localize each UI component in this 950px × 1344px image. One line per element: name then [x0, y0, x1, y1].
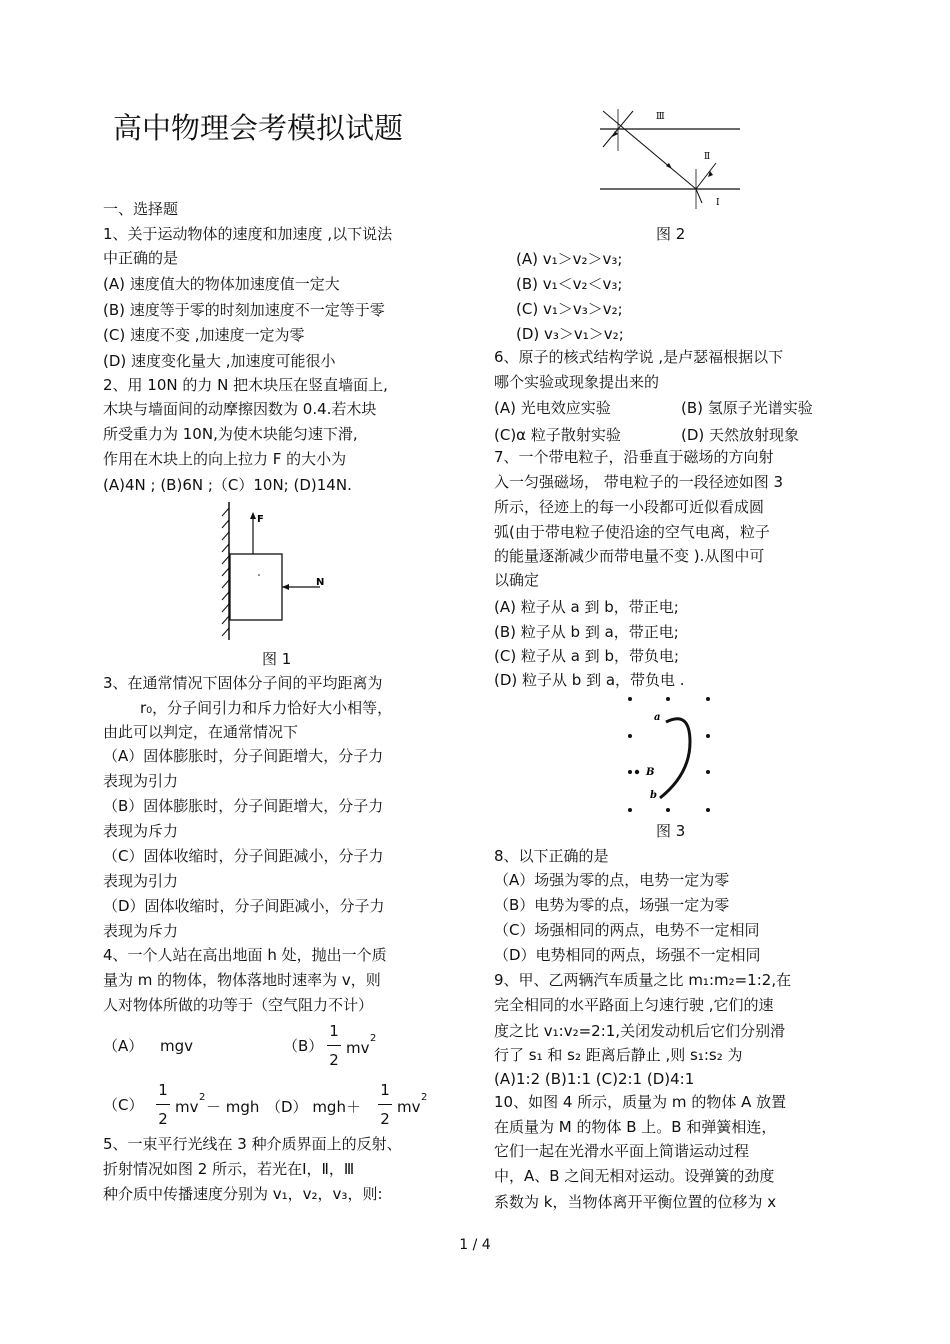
superscript: 2	[199, 1092, 206, 1103]
figure-3-caption: 图 3	[656, 822, 686, 840]
fig3-label-b: b	[650, 790, 657, 801]
q7-line: 以确定	[494, 571, 540, 589]
q7-line: 7、一个带电粒子，沿垂直于磁场的方向射	[494, 448, 774, 466]
figure-1-wall-block	[215, 500, 335, 645]
figure-2-light-rays	[598, 103, 743, 218]
q5-line: 种介质中传播速度分别为 v₁，v₂，v₃，则:	[103, 1185, 383, 1203]
q9-options: (A)1:2 (B)1:1 (C)2:1 (D)4:1	[494, 1070, 695, 1088]
figure-3-magnetic-field-track	[620, 692, 720, 817]
q3-option: 表现为斥力	[103, 922, 179, 940]
q2-line: 作用在木块上的向上拉力 F 的大小为	[103, 450, 347, 468]
q1-option: (C) 速度不变 ,加速度一定为零	[103, 326, 305, 344]
q10-line: 它们一起在光滑水平面上简谐运动过程	[494, 1142, 750, 1160]
q4-option-c-text: mv	[175, 1098, 199, 1116]
q7-line: 入一匀强磁场， 带电粒子的一段径迹如图 3	[494, 473, 784, 491]
fraction-numerator: 1	[158, 1081, 168, 1099]
q1-line: 1、关于运动物体的速度和加速度 ,以下说法	[103, 225, 393, 243]
q7-option: (A) 粒子从 a 到 b，带正电;	[494, 598, 679, 616]
q8-option: （D）电势相同的两点，场强不一定相同	[494, 946, 761, 964]
q9-line: 行了 s₁ 和 s₂ 距离后静止 ,则 s₁:s₂ 为	[494, 1046, 743, 1064]
q7-option: (C) 粒子从 a 到 b，带负电;	[494, 647, 680, 665]
q3-option: （C）固体收缩时，分子间距减小，分子力	[103, 847, 384, 865]
q4-option-b-label: （B）	[283, 1037, 324, 1055]
figure-2-caption: 图 2	[656, 225, 686, 243]
q4-line: 4、一个人站在高出地面 h 处，抛出一个质	[103, 946, 387, 964]
q4-option-c-label: （C）	[103, 1096, 144, 1114]
superscript: 2	[370, 1033, 377, 1044]
fraction-bar	[156, 1104, 170, 1105]
q5-option: (B) v₁＜v₂＜v₃;	[516, 275, 623, 293]
q6-option: (B) 氢原子光谱实验	[681, 399, 813, 417]
q9-line: 完全相同的水平路面上匀速行驶 ,它们的速	[494, 996, 774, 1014]
q4-line: 人对物体所做的功等于（空气阻力不计）	[103, 996, 374, 1014]
fig2-label-i: Ⅰ	[716, 198, 720, 208]
q10-line: 在质量为 M 的物体 B 上。B 和弹簧相连，	[494, 1118, 777, 1136]
q3-option: 表现为斥力	[103, 822, 179, 840]
fraction-denominator: 2	[380, 1110, 390, 1128]
q7-line: 所示，径迹上的每一小段都可近似看成圆	[494, 498, 765, 516]
q7-line: 的能量逐渐减少而带电量不变 ).从图中可	[494, 547, 765, 565]
q7-option: (B) 粒子从 b 到 a，带正电;	[494, 623, 679, 641]
q4-option-d-label: （D） mgh＋	[266, 1098, 361, 1116]
q6-option: (C)α 粒子散射实验	[494, 426, 621, 444]
q2-line: 木块与墙面间的动摩擦因数为 0.4.若木块	[103, 400, 377, 418]
fraction-bar	[378, 1104, 392, 1105]
q4-option-c-minus: － mgh	[206, 1098, 260, 1116]
q3-option: （A）固体膨胀时，分子间距增大，分子力	[103, 747, 384, 765]
fraction-numerator: 1	[380, 1081, 390, 1099]
q8-option: （A）场强为零的点，电势一定为零	[494, 871, 730, 889]
fig2-label-iii: Ⅲ	[656, 112, 665, 122]
q7-option: (D) 粒子从 b 到 a，带负电 .	[494, 671, 685, 689]
q6-option: (A) 光电效应实验	[494, 399, 611, 417]
q3-option: （B）固体膨胀时，分子间距增大，分子力	[103, 797, 384, 815]
page-number: 1 / 4	[459, 1237, 491, 1253]
q5-option: (D) v₃＞v₁＞v₂;	[516, 325, 624, 343]
q5-line: 5、一束平行光线在 3 种介质界面上的反射、	[103, 1135, 402, 1153]
q4-option-a-text: mgv	[160, 1037, 194, 1055]
fraction-numerator: 1	[329, 1022, 339, 1040]
q4-option-d-text: mv	[397, 1098, 421, 1116]
q10-line: 10、如图 4 所示，质量为 m 的物体 A 放置	[494, 1093, 787, 1111]
fraction-denominator: 2	[158, 1110, 168, 1128]
q8-line: 8、以下正确的是	[494, 847, 609, 865]
q6-line: 哪个实验或现象提出来的	[494, 373, 660, 391]
q1-line: 中正确的是	[103, 249, 179, 267]
q3-line: 3、在通常情况下固体分子间的平均距离为	[103, 674, 383, 692]
q5-option: (A) v₁＞v₂＞v₃;	[516, 250, 623, 268]
q6-line: 6、原子的核式结构学说 ,是卢瑟福根据以下	[494, 348, 784, 366]
q9-line: 度之比 v₁:v₂=2:1,关闭发动机后它们分别滑	[494, 1022, 786, 1040]
q8-option: （C）场强相同的两点，电势不一定相同	[494, 921, 760, 939]
q8-option: （B）电势为零的点，场强一定为零	[494, 896, 730, 914]
q4-option-b-text: mv	[346, 1039, 370, 1057]
superscript: 2	[421, 1092, 428, 1103]
figure-1-caption: 图 1	[262, 650, 292, 668]
q4-option-a-label: （A）	[103, 1037, 144, 1055]
q3-option: （D）固体收缩时，分子间距减小，分子力	[103, 897, 385, 915]
q5-line: 折射情况如图 2 所示，若光在Ⅰ，Ⅱ，Ⅲ	[103, 1160, 355, 1178]
q1-option: (B) 速度等于零的时刻加速度不一定等于零	[103, 301, 385, 319]
fraction-bar	[327, 1045, 341, 1046]
q1-option: (D) 速度变化量大 ,加速度可能很小	[103, 352, 336, 370]
q7-line: 弧(由于带电粒子使沿途的空气电离，粒子	[494, 523, 770, 541]
q3-option: 表现为引力	[103, 772, 179, 790]
page-title: 高中物理会考模拟试题	[113, 111, 404, 145]
q10-line: 系数为 k，当物体离开平衡位置的位移为 x	[494, 1193, 777, 1211]
fig1-label-n: N	[316, 577, 325, 588]
q10-line: 中，A、B 之间无相对运动。设弹簧的劲度	[494, 1167, 775, 1185]
fig3-label-big-b: B	[646, 767, 655, 778]
q2-line: 2、用 10N 的力 N 把木块压在竖直墙面上,	[103, 376, 388, 394]
fig1-label-f: F	[257, 514, 264, 525]
q2-line: 所受重力为 10N,为使木块能匀速下滑,	[103, 425, 358, 443]
q3-option: 表现为引力	[103, 872, 179, 890]
fraction-denominator: 2	[329, 1051, 339, 1069]
section-heading: 一、选择题	[103, 200, 179, 218]
q3-line: 由此可以判定，在通常情况下	[103, 723, 299, 741]
q9-line: 9、甲、乙两辆汽车质量之比 m₁:m₂=1:2,在	[494, 971, 792, 989]
fig2-label-ii: Ⅱ	[704, 152, 711, 162]
q6-option: (D) 天然放射现象	[681, 426, 800, 444]
q5-option: (C) v₁＞v₃＞v₂;	[516, 300, 623, 318]
q3-line: r₀，分子间引力和斥力恰好大小相等，	[140, 699, 393, 717]
q1-option: (A) 速度值大的物体加速度值一定大	[103, 275, 340, 293]
fig3-label-a: a	[654, 712, 661, 723]
q4-line: 量为 m 的物体，物体落地时速率为 v，则	[103, 971, 381, 989]
q2-options: (A)4N ; (B)6N ;（C）10N; (D)14N.	[103, 476, 352, 494]
